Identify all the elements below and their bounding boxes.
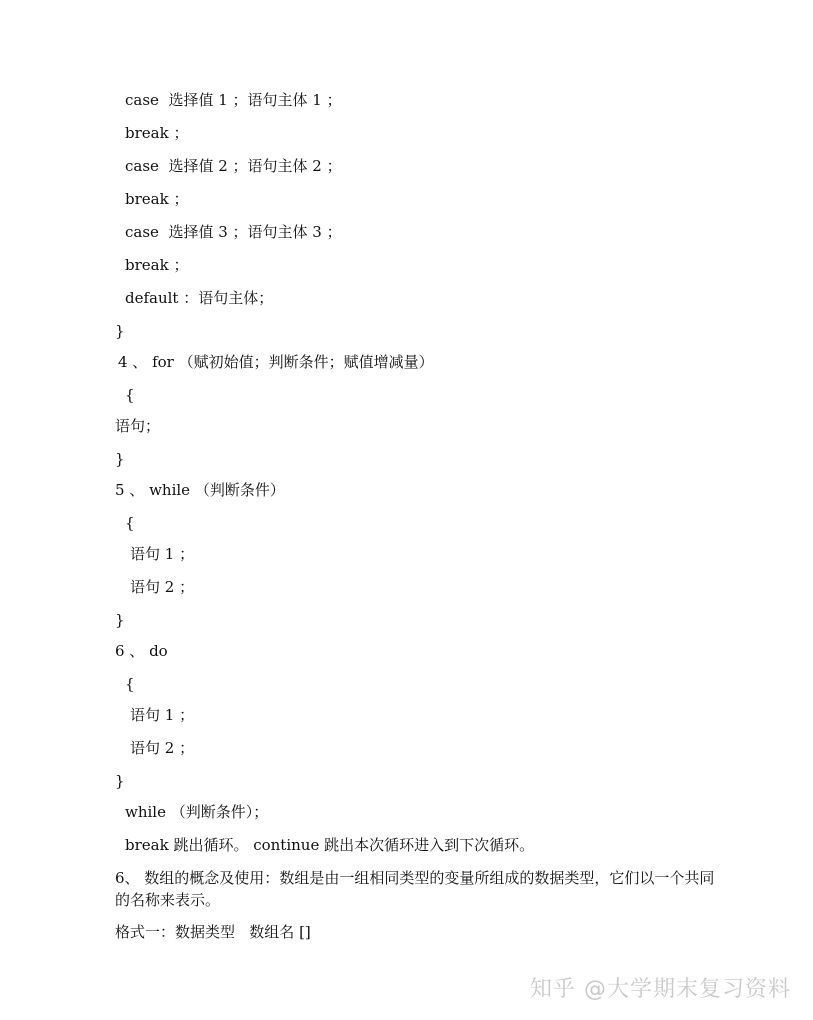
while-statement-2: 语句 2 ； xyxy=(130,578,195,596)
while-statement-1: 语句 1 ； xyxy=(130,545,195,563)
while-heading: 5 、 while （判断条件） xyxy=(115,481,285,499)
for-statement: 语句； xyxy=(115,417,161,435)
do-close-brace: } xyxy=(115,772,125,790)
while-close-brace: } xyxy=(115,611,125,629)
do-heading: 6 、 do xyxy=(115,642,168,660)
for-heading: 4 、 for （赋初始值；判断条件；赋值增减量） xyxy=(118,353,434,371)
case-1-line: case 选择值 1 ；语句主体 1 ； xyxy=(125,91,342,109)
array-concept-paragraph: 6、 数组的概念及使用：数组是由一组相同类型的变量所组成的数据类型，它们以一个共同的名称来表示。 xyxy=(115,869,715,909)
for-open-brace: { xyxy=(125,386,135,404)
do-open-brace: { xyxy=(125,675,135,693)
default-line: default ：语句主体； xyxy=(125,289,274,307)
break-continue-note: break 跳出循环。 continue 跳出本次循环进入到下次循环。 xyxy=(125,836,535,854)
do-statement-2: 语句 2 ； xyxy=(130,739,195,757)
break-1-line: break ； xyxy=(125,124,189,142)
while-open-brace: { xyxy=(125,514,135,532)
for-close-brace: } xyxy=(115,450,125,468)
break-3-line: break ； xyxy=(125,256,189,274)
do-while-condition: while （判断条件）； xyxy=(125,803,269,821)
switch-close-brace: } xyxy=(115,322,125,340)
zhihu-watermark: 知乎 @大学期末复习资料 xyxy=(530,977,791,1002)
array-format-one: 格式一：数据类型 数组名 [] xyxy=(115,923,311,941)
do-statement-1: 语句 1 ； xyxy=(130,706,195,724)
break-2-line: break ； xyxy=(125,190,189,208)
case-2-line: case 选择值 2 ；语句主体 2 ； xyxy=(125,157,342,175)
case-3-line: case 选择值 3 ；语句主体 3 ； xyxy=(125,223,342,241)
